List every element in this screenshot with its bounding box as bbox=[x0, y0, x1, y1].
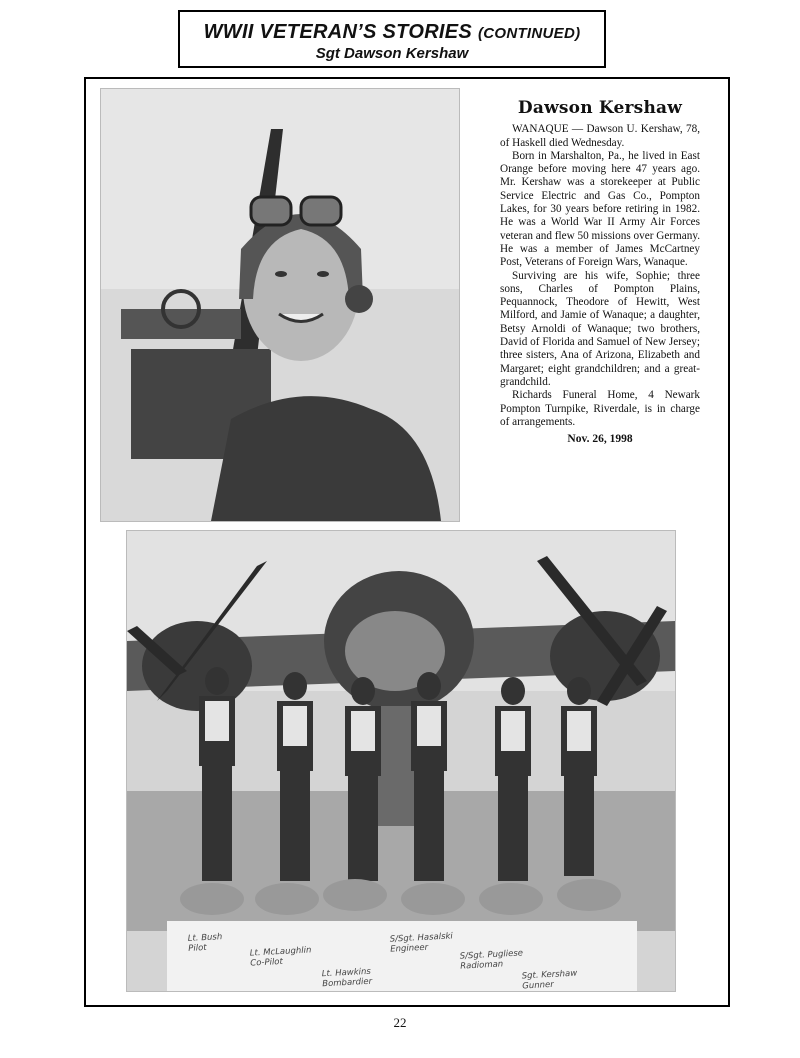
obituary-clipping bbox=[500, 100, 700, 520]
obituary-date: Nov. 26, 1998 bbox=[567, 433, 633, 446]
signature-hawkins bbox=[322, 967, 373, 990]
signature-role: Co-Pilot bbox=[250, 956, 284, 969]
obituary-paragraph: WANAQUE — Dawson U. Kershaw, 78, of Haskell died Wednesday. bbox=[500, 123, 700, 149]
signature-role: Bombardier bbox=[322, 976, 373, 990]
signature-role: Engineer bbox=[390, 942, 429, 955]
signature-hasalski bbox=[390, 931, 454, 954]
signature-mclaughlin bbox=[250, 945, 313, 968]
signature-name: S/Sgt. Pugliese bbox=[459, 948, 524, 962]
signature-role: Radioman bbox=[460, 959, 504, 972]
signature-name: S/Sgt. Hasalski bbox=[389, 931, 454, 945]
page-title-text: WWII VETERAN’S STORIES bbox=[203, 21, 473, 43]
crew-illustration bbox=[127, 531, 675, 991]
signature-name: Lt. Hawkins bbox=[321, 966, 372, 980]
crew-photo bbox=[126, 530, 676, 992]
page-number: 22 bbox=[393, 1015, 407, 1030]
signature-name: Sgt. Kershaw bbox=[521, 968, 578, 982]
signature-pugliese bbox=[460, 948, 524, 971]
page-title bbox=[180, 21, 604, 44]
page-header bbox=[178, 10, 606, 68]
continued-label: (CONTINUED) bbox=[477, 25, 581, 42]
signature-role: Pilot bbox=[188, 942, 207, 954]
obituary-paragraph: Born in Marshalton, Pa., he lived in East Orange before moving here 47 years ago. Mr. Kershaw was a storekeeper at Public Service Electric and Gas Co., Pompton Lakes, for 30 years before retiring in 1982. He was a World War II Army Air Forces veteran and flew 50 missions over Germany. He was a member of James McCartney Post, Veterans of Foreign Wars, Wanaque. bbox=[500, 149, 700, 269]
signature-name: Lt. Bush bbox=[187, 932, 223, 944]
portrait-illustration bbox=[101, 89, 459, 521]
page-subtitle: Sgt Dawson Kershaw bbox=[315, 45, 469, 62]
obituary-paragraph: Surviving are his wife, Sophie; three sons, Charles of Pompton Plains, Pequannock, Theodore of Hewitt, West Milford, and Jamie of Wanaque; a daughter, Betsy Arnoldi of Wanaque; two brothers, David of Florida and Samuel of New Jersey; three sisters, Ana of Arizona, Elizabeth and Margaret; eight grandchildren; and a great-grandchild. bbox=[500, 269, 700, 388]
signature-name: Lt. McLaughlin bbox=[249, 945, 312, 959]
signature-kershaw bbox=[522, 969, 578, 992]
obituary-paragraph: Richards Funeral Home, 4 Newark Pompton Turnpike, Riverdale, is in charge of arrangements. bbox=[500, 389, 700, 428]
signature-bush bbox=[188, 932, 224, 954]
signature-role: Gunner bbox=[522, 979, 555, 992]
portrait-photo bbox=[100, 88, 460, 522]
obituary-title: Dawson Kershaw bbox=[517, 98, 683, 118]
